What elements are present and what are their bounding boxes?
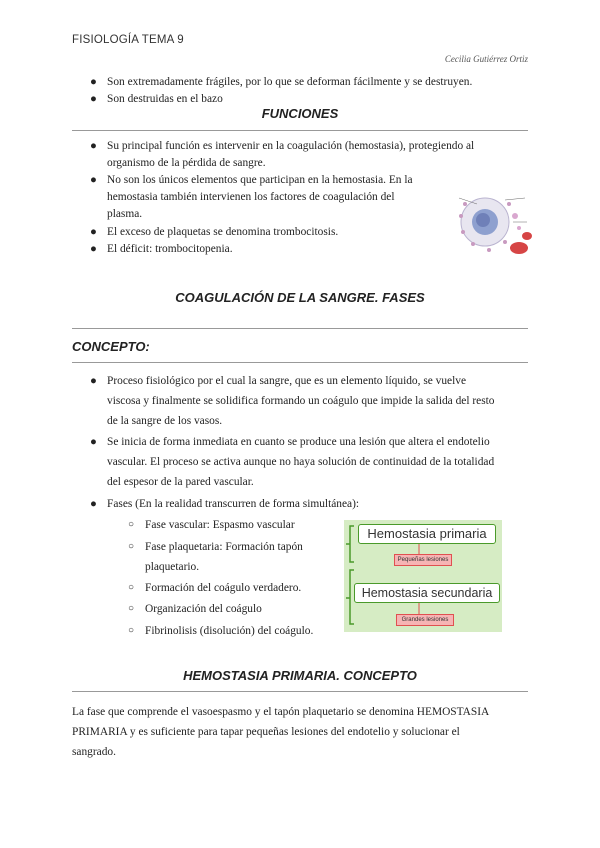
divider: [72, 130, 528, 131]
bullet-icon: ●: [90, 76, 97, 88]
list-item: ● Proceso fisiológico por el cual la sangre, que es un elemento líquido, se vuelve viscosa y finalmente se solidifica formando un coágulo que impide la salida del resto de la sangre de los vasos.: [107, 371, 532, 431]
section-heading-funciones: FUNCIONES: [261, 106, 339, 121]
divider: [72, 328, 528, 329]
bullet-icon: ●: [90, 140, 97, 152]
hemostasia-diagram: [344, 520, 502, 632]
bullet-icon: ●: [90, 226, 97, 238]
pequenas-lesiones-label: Pequeñas lesiones: [394, 554, 452, 566]
bullet-icon: ●: [90, 174, 97, 186]
grandes-lesiones-label: Grandes lesiones: [396, 614, 454, 626]
bullet-icon: ●: [90, 498, 97, 510]
document-author: Cecilia Gutiérrez Ortiz: [444, 54, 528, 64]
sub-list-item: ○ Organización del coágulo: [145, 599, 262, 619]
circle-bullet-icon: ○: [128, 603, 135, 614]
list-item: ● Fases (En la realidad transcurren de forma simultánea):: [107, 494, 359, 514]
document-header-title: FISIOLOGÍA TEMA 9: [72, 34, 184, 46]
list-item: ● Se inicia de forma inmediata en cuanto se produce una lesión que altera el endotelio vascular. El proceso se activa aunque no haya solución de continuidad de la totalidad del espesor de la pared vascular.: [107, 432, 532, 492]
bullet-icon: ●: [90, 375, 97, 387]
circle-bullet-icon: ○: [128, 582, 135, 593]
circle-bullet-icon: ○: [128, 541, 135, 552]
list-item: ● No son los únicos elementos que participan en la hemostasia. En la hemostasia también intervienen los factores de coagulación del plasma.: [90, 174, 413, 220]
divider: [72, 691, 528, 692]
paragraph: La fase que comprende el vasoespasmo y el tapón plaquetario se denomina HEMOSTASIA PRIMARIA y es suficiente para tapar pequeñas lesiones del endotelio y solucionar el sangrado.: [72, 706, 490, 758]
list-item: ● El déficit: trombocitopenia.: [107, 241, 233, 258]
section-heading-hemostasia-primaria: HEMOSTASIA PRIMARIA. CONCEPTO: [183, 668, 417, 683]
hemostasia-secundaria-box: Hemostasia secundaria: [354, 583, 500, 603]
sub-list-item: ○ Fase vascular: Espasmo vascular: [145, 515, 295, 535]
bullet-icon: ●: [90, 243, 97, 255]
list-item: ● Son extremadamente frágiles, por lo que se deforman fácilmente y se destruyen.: [107, 74, 472, 91]
sub-list-item: ○ Fibrinolisis (disolución) del coágulo.: [145, 621, 313, 641]
circle-bullet-icon: ○: [128, 625, 135, 636]
list-item: ● Su principal función es intervenir en la coagulación (hemostasia), protegiendo al organismo de la pérdida de sangre.: [90, 140, 475, 169]
section-heading-coagulacion: COAGULACIÓN DE LA SANGRE. FASES: [175, 290, 425, 305]
sub-list-item: ○ Fase plaquetaria: Formación tapón plaquetario.: [145, 537, 303, 577]
hemostasia-primaria-box: Hemostasia primaria: [358, 524, 496, 544]
circle-bullet-icon: ○: [128, 519, 135, 530]
bullet-icon: ●: [90, 93, 97, 105]
platelet-illustration: [455, 192, 535, 264]
divider: [72, 362, 528, 363]
list-item: ● Son destruidas en el bazo: [107, 91, 223, 108]
bullet-icon: ●: [90, 436, 97, 448]
sub-list-item: ○ Formación del coágulo verdadero.: [145, 578, 301, 598]
section-heading-concepto: CONCEPTO:: [72, 339, 150, 354]
list-item: ● El exceso de plaquetas se denomina trombocitosis.: [107, 224, 338, 241]
